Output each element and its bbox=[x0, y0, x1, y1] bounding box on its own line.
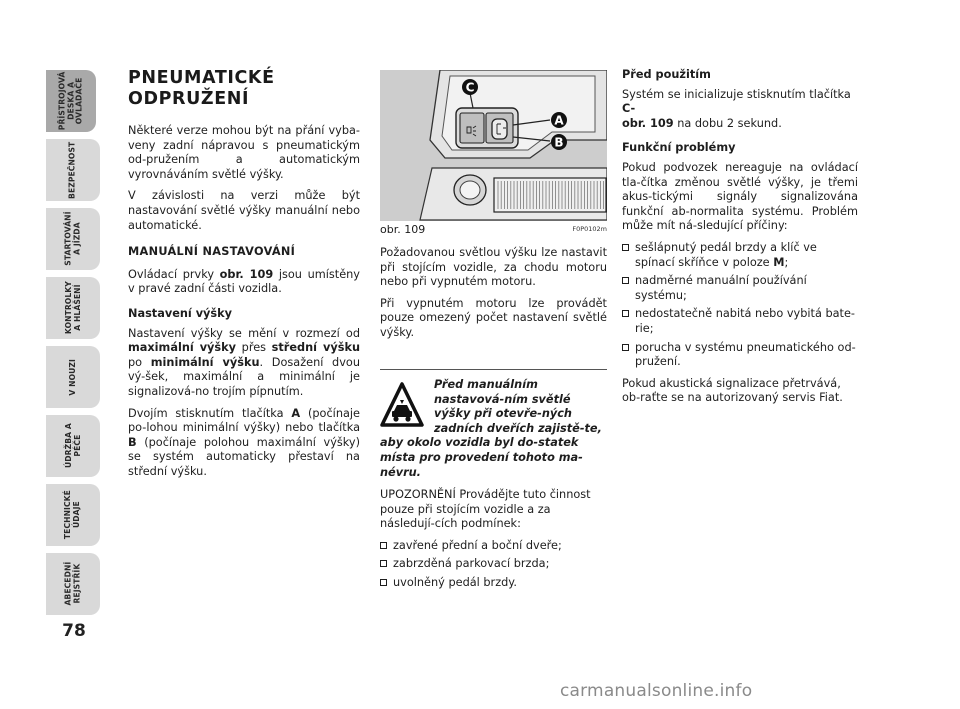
notice-paragraph: UPOZORNĚNÍ Provádějte tuto činnost pouze při stojícím vozidle a za následují-cích podmínek: bbox=[380, 488, 591, 531]
label-c: C bbox=[465, 80, 475, 95]
chapter-tab[interactable] bbox=[46, 208, 100, 270]
list-item: zabrzděná parkovací brzda; bbox=[380, 557, 607, 572]
chapter-tab[interactable] bbox=[46, 553, 100, 615]
chapter-tab[interactable] bbox=[46, 415, 100, 477]
chapter-tab[interactable] bbox=[46, 346, 100, 408]
checkbox-bullet-icon bbox=[380, 542, 387, 549]
figure-reference: obr. 109 bbox=[219, 267, 274, 281]
figure-reference: C- obr. 109 bbox=[622, 102, 674, 130]
list-item: sešlápnutý pedál brzdy a klíč ve spínací skříňce v poloze M; bbox=[622, 241, 858, 270]
closing-paragraph: Pokud akustická signalizace přetrvává, ob-raťte se na autorizovaný servis Fiat. bbox=[622, 376, 843, 405]
list-item: uvolněný pedál brzdy. bbox=[380, 576, 607, 591]
chapter-tab-label: STARTOVÁNÍ A JÍZDA bbox=[63, 211, 82, 267]
column-right bbox=[622, 68, 858, 413]
chapter-tab-label: KONTROLKY A HLÁŠENÍ bbox=[63, 281, 81, 335]
warning-text: Před manuálním nastavová-ním světlé výšky při otevře-ných zadních dveřích zajistě-te, aby okolo vozidla byl do-statek místa pro provedení tohoto ma-névru. bbox=[380, 378, 602, 479]
conditions-list bbox=[380, 539, 607, 591]
chapter-tab[interactable] bbox=[46, 70, 96, 132]
intro-paragraph-1: Některé verze mohou být na přání vyba-veny zadní nápravou s pneumatickým od-pružením a automatickým vyrovnáváním světlé výšky. bbox=[128, 124, 360, 181]
double-press-paragraph: Dvojím stisknutím tlačítka A (počínaje po-lohou minimální výšky) nebo tlačítka B (počínaje polohou maximální výšky) se systém automaticky přestaví na střední výšku. bbox=[128, 406, 360, 478]
causes-list bbox=[622, 241, 858, 370]
manual-adjustment-heading: MANUÁLNÍ NASTAVOVÁNÍ bbox=[128, 245, 296, 259]
chapter-tab-label: ABECEDNÍ REJSTŘÍK bbox=[63, 562, 81, 606]
before-use-heading: Před použitím bbox=[622, 68, 711, 81]
before-use-paragraph: Systém se inicializuje stisknutím tlačítka C- obr. 109 na dobu 2 sekund. bbox=[622, 87, 851, 130]
checkbox-bullet-icon bbox=[622, 344, 629, 351]
malfunctions-paragraph: Pokud podvozek nereaguje na ovládací tla-čítka změnou světlé výšky, je třemi akus-tickými signály signalizována funkční ab-normalita systému. Problém může mít ná-sledující příčiny: bbox=[622, 160, 858, 233]
control-panel-illustration bbox=[380, 70, 607, 221]
list-item: zavřené přední a boční dveře; bbox=[380, 539, 607, 554]
controls-paragraph: Ovládací prvky obr. 109 jsou umístěny v pravé zadní části vozidla. bbox=[128, 267, 360, 296]
checkbox-bullet-icon bbox=[622, 277, 629, 284]
checkbox-bullet-icon bbox=[622, 244, 629, 251]
chapter-tab[interactable] bbox=[46, 139, 100, 201]
chapter-tabs bbox=[46, 70, 100, 615]
label-a: A bbox=[554, 113, 564, 128]
notice-block bbox=[380, 488, 607, 598]
checkbox-bullet-icon bbox=[622, 310, 629, 317]
warning-box bbox=[380, 378, 607, 480]
intro-paragraph-2: V závislosti na verzi může být nastavování světlé výšky manuální nebo automatické. bbox=[128, 189, 360, 232]
figure-suspension-controls bbox=[380, 70, 607, 221]
adjust-conditions-paragraph: Požadovanou světlou výšku lze nastavit při stojícím vozidle, za chodu motoru nebo při vypnutém motoru. bbox=[380, 246, 607, 289]
chapter-tab-label: TECHNICKÉ ÚDAJE bbox=[63, 490, 81, 540]
chapter-tab-label: PŘÍSTROJOVÁ DESKA A OVLADAČE bbox=[57, 71, 84, 131]
list-item: nedostatečně nabitá nebo vybitá bate-rie; bbox=[622, 307, 858, 336]
list-item: nadměrné manuální používání systému; bbox=[622, 274, 858, 303]
warning-divider bbox=[380, 369, 607, 370]
engine-off-paragraph: Při vypnutém motoru lze provádět pouze omezený počet nastavení světlé výšky. bbox=[380, 296, 607, 339]
malfunctions-heading: Funkční problémy bbox=[622, 141, 736, 155]
figure-number: obr. 109 bbox=[380, 223, 426, 236]
checkbox-bullet-icon bbox=[380, 560, 387, 567]
chapter-tab-label: BEZPEČNOST bbox=[67, 141, 77, 199]
figure-caption bbox=[380, 223, 607, 237]
figure-code: F0P0102m bbox=[572, 225, 607, 233]
chapter-tab[interactable] bbox=[46, 484, 100, 546]
chapter-tab-label: ÚDRŽBA A PÉČE bbox=[63, 423, 81, 469]
column-middle bbox=[380, 246, 607, 348]
chapter-tab-label: V NOUZI bbox=[67, 358, 77, 396]
watermark-text: carmanualsonline.info bbox=[560, 681, 753, 701]
warning-triangle-icon bbox=[380, 382, 424, 428]
height-setting-heading: Nastavení výšky bbox=[128, 306, 233, 320]
checkbox-bullet-icon bbox=[380, 579, 387, 586]
label-b: B bbox=[554, 135, 564, 150]
list-item: porucha v systému pneumatického od-pružení. bbox=[622, 341, 858, 370]
section-title: PNEUMATICKÉ ODPRUŽENÍ bbox=[128, 68, 275, 109]
chapter-tab[interactable] bbox=[46, 277, 100, 339]
height-paragraph: Nastavení výšky se mění v rozmezí od maximální výšky přes střední výšku po minimální výšku. Dosažení dvou vý-šek, maximální a minimální je signalizová-no trojím pípnutím. bbox=[128, 326, 360, 398]
page-number: 78 bbox=[62, 621, 86, 641]
column-left bbox=[128, 68, 360, 486]
